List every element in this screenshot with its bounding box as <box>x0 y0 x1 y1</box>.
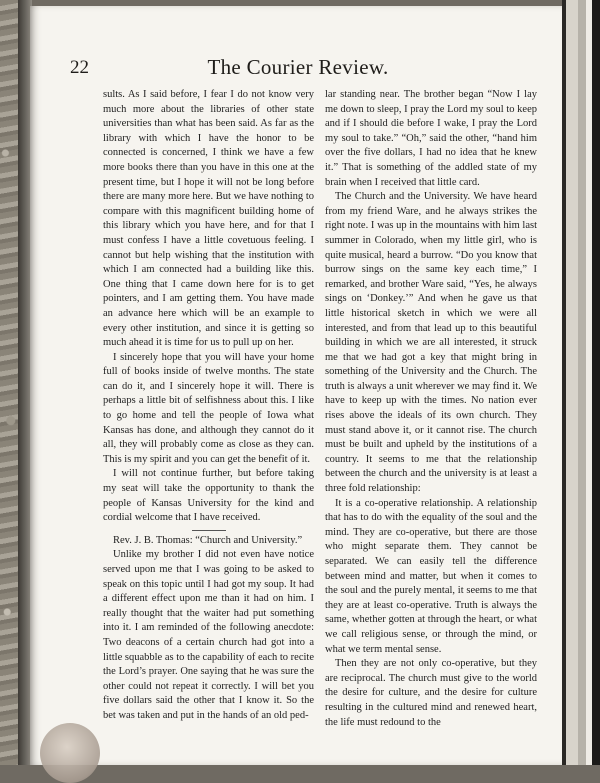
marbled-binding <box>0 0 18 765</box>
paragraph: sults. As I said before, I fear I do not know very much more about the libraries of other state universities than what has been said. As far as the library with which I have the honor to be connected is concerned, I think we have a few more books there than you have in this one at the present time, but I hope it will not be long before there are many more here. But we have nothing to compare with this magnificent building home of this library which you have here, and for that I must confess I have a little covetuous feeling. I cannot but help wishing that the institution with which I am connected had a building like this. One thing that I came down here for is to get pointers, and I am getting them. You have made an advance here which will be an example to every other institution, and since it is getting so much ahead it is time for us to pull up on her. <box>103 89 314 349</box>
paragraph: It is a co-operative relationship. A relationship that has to do with the equality of the soul and the mind. They are co-operative, but there are those who might separate them. They cannot be separated. We can easily tell the difference between mind and matter, but when it comes to the soul and the purely mental, it seems to me that they are at least co-operative. Truth is always the same, whether gotten at through the heart, or what we call religious sense, or through the mind, or what we term mental sense. <box>325 497 537 655</box>
paragraph: The Church and the University. We have heard from my friend Ware, and he always strikes the right note. I was up in the mountains with him last summer in Colorado, when my little girl, who is quite musical, heard a burrow. “Do you know that burrow sings on the same key each time,” I remarked, and brother Ware said, “Yes, he always sings on ‘Donkey.’” And when he gave us that little historical sketch in which we were all interested, and from that lead up to this beautiful building in which we are all interested, it struck me that we had got a key that might bring in something of the University and the Church. The truth is always a unit wherever we may find it. We have to keep up with the times. No nation ever rises above the ideals of its own church. They must stand above it, or it cannot rise. The church must be built and upheld by the institutions of a country. It seems to me that the relationship between the church and the university is at least a three fold relationship: <box>325 191 537 495</box>
page-number: 22 <box>70 57 89 78</box>
thumb-shadow <box>40 723 100 783</box>
right-column <box>325 88 537 730</box>
paragraph: I will not continue further, but before taking my seat will take the opportunity to thank the people of Kansas University for the kind and cordial welcome that I have received. <box>103 468 314 524</box>
paragraph: lar standing near. The brother began “Now I lay me down to sleep, I pray the Lord my soul to keep and if I should die before I wake, I pray the Lord my soul to take.” “Oh,” said the other, “hand him over the five dollars, I had no idea that he knew it.” That is something of the addled state of my brain when I received that little card. <box>325 89 537 188</box>
paragraph: Unlike my brother I did not even have notice served upon me that I was going to be asked to speak on this topic until I had got my soup. It had a different effect upon me than it had on him. I really thought that the waiter had put something into it. I am reminded of the following anecdote: Two deacons of a certain church had got into a little squabble as to the capability of each to recite the Lord’s prayer. One saying that he was sure the other could not repeat it correctly. I will bet you five dollars said the other that I know it. So the bet was taken and put in the hands of an old ped- <box>103 549 314 721</box>
left-column <box>103 88 314 724</box>
section-divider <box>192 530 226 531</box>
page-edges <box>562 0 600 765</box>
page-header <box>68 55 528 85</box>
paragraph: I sincerely hope that you will have your home full of books inside of twelve months. The state can do it, and I sincerely hope it will. There is perhaps a little bit of selfishness about this. I like to go home and tell the people of Iowa what Kansas has done, and although they cannot do it all, they will probably come as close as they can. This is my spirit and you can get the benefit of it. <box>103 351 314 465</box>
paragraph: Then they are not only co-operative, but they are reciprocal. The church must give to the world the desire for culture, and the desire for culture resulting in the cultured mind and renewed heart, the life must redound to the <box>325 658 537 728</box>
speaker-heading: Rev. J. B. Thomas: “Church and University.” <box>113 534 303 546</box>
running-title: The Courier Review. <box>207 55 389 79</box>
